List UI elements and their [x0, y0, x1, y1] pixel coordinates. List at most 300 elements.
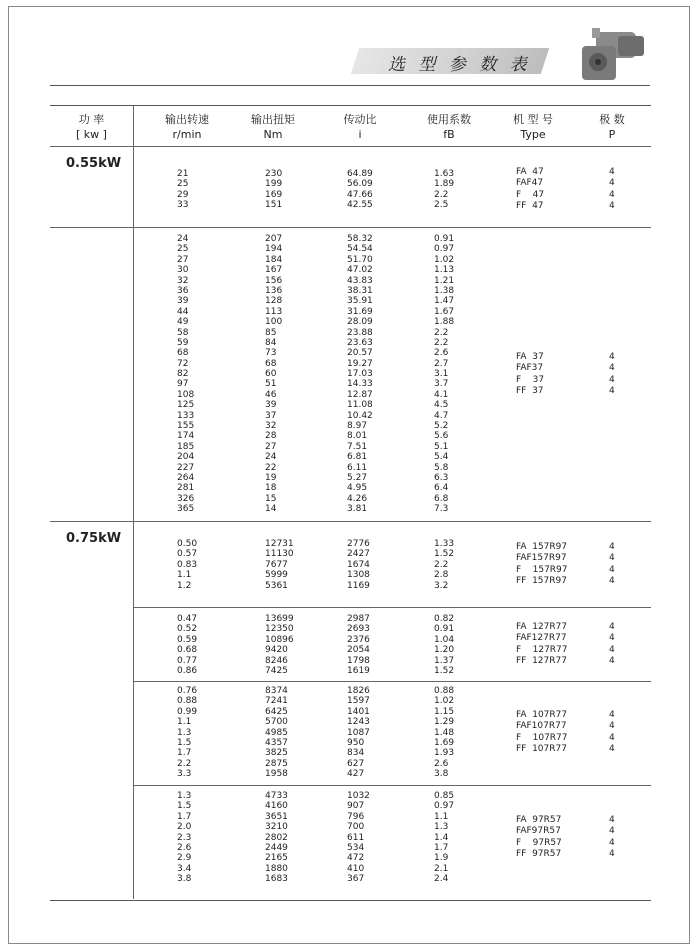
output-torque-cell: 151: [265, 200, 283, 211]
ratio-cell: 2776: [347, 539, 370, 549]
poles-cell: 4: [609, 200, 615, 211]
output-torque-cell: 3825: [265, 748, 288, 759]
header-en: fB: [443, 128, 455, 141]
ratio-cell: 5.27: [347, 472, 368, 483]
output-torque-cell: 8246: [265, 655, 288, 666]
ratio-cell: 2987: [347, 614, 370, 624]
service-factor-cell: 1.47: [434, 296, 455, 307]
output-speed-cell: 24: [177, 234, 189, 244]
service-factor-cell: 1.67: [434, 306, 455, 317]
output-speed-cell: 36: [177, 285, 189, 296]
service-factor-cell: 1.21: [434, 275, 455, 286]
service-factor-cell: 0.91: [434, 234, 455, 244]
service-factor-cell: 1.04: [434, 634, 455, 645]
output-torque-cell: 4733: [265, 791, 288, 801]
header-en: [ kw ]: [76, 128, 107, 141]
output-speed-cell: 3.3: [177, 769, 192, 780]
service-factor-cell: 1.20: [434, 645, 455, 656]
output-torque-cell: 167: [265, 265, 283, 276]
ratio-cell: 28.09: [347, 317, 373, 328]
output-speed-cell: 58: [177, 327, 189, 338]
output-speed-cell: 30: [177, 265, 189, 276]
output-torque-cell: 32: [265, 421, 277, 432]
output-speed-cell: 25: [177, 244, 189, 255]
service-factor-cell: 1.13: [434, 265, 455, 276]
service-factor-cell: 5.6: [434, 431, 449, 442]
ratio-cell: 14.33: [347, 379, 373, 390]
ratio-cell: 1674: [347, 559, 370, 570]
output-torque-cell: 60: [265, 369, 277, 380]
ratio-cell: 950: [347, 737, 365, 748]
type-column: [516, 542, 568, 587]
ratio-cell: 1826: [347, 686, 370, 696]
output-torque-cell: 27: [265, 441, 277, 452]
type-column: [516, 622, 568, 667]
ratio-cell: 3.81: [347, 504, 368, 515]
type-column: [516, 710, 568, 755]
ratio-cell: 2054: [347, 645, 370, 656]
output-speed-cell: 1.5: [177, 801, 192, 812]
service-factor-cell: 4.7: [434, 410, 449, 421]
service-factor-cell: 2.2: [434, 337, 449, 348]
output-torque-cell: 1683: [265, 874, 288, 885]
header-cn: 机 型 号: [513, 113, 553, 126]
service-factor-cell: 6.8: [434, 493, 449, 504]
service-factor-cell: 6.3: [434, 472, 449, 483]
power-label: 0.75kW: [66, 531, 122, 546]
service-factor-cell: 5.8: [434, 462, 449, 473]
poles-column: [609, 622, 615, 667]
ratio-cell: 4.95: [347, 483, 368, 494]
output-torque-cell: 7677: [265, 559, 288, 570]
type-cell: FA 107R77: [516, 710, 568, 720]
torque-column: [265, 234, 282, 515]
service-factor-cell: 3.8: [434, 769, 449, 780]
output-torque-cell: 2875: [265, 758, 288, 769]
poles-cell: 4: [609, 564, 615, 575]
type-column: [516, 815, 562, 860]
ratio-cell: 2693: [347, 624, 370, 635]
torque-column: [265, 539, 294, 591]
service-factor-cell: 1.89: [434, 179, 455, 190]
ratio-cell: 410: [347, 863, 365, 874]
header-cn: 功 率: [78, 113, 105, 126]
output-speed-cell: 2.2: [177, 758, 192, 769]
output-speed-cell: 21: [177, 169, 189, 179]
poles-cell: 4: [609, 633, 615, 644]
service-factor-cell: 2.5: [434, 200, 449, 211]
ratio-column: [347, 539, 370, 591]
speed-column: [177, 614, 197, 676]
poles-cell: 4: [609, 189, 615, 200]
output-torque-cell: 14: [265, 504, 277, 515]
poles-cell: 4: [609, 710, 615, 720]
output-speed-cell: 1.1: [177, 570, 192, 581]
page-title: 选 型 参 数 表: [388, 55, 531, 75]
output-torque-cell: 5361: [265, 580, 288, 591]
output-torque-cell: 12731: [265, 539, 294, 549]
output-speed-cell: 0.50: [177, 539, 198, 549]
ratio-cell: 834: [347, 748, 365, 759]
output-torque-cell: 113: [265, 306, 283, 317]
header-divider: [50, 146, 651, 147]
ratio-cell: 2376: [347, 634, 370, 645]
torque-column: [265, 614, 294, 676]
ratio-cell: 534: [347, 842, 365, 853]
service-factor-cell: 1.02: [434, 254, 455, 265]
output-torque-cell: 39: [265, 400, 277, 411]
output-torque-cell: 199: [265, 179, 283, 190]
output-torque-cell: 5999: [265, 570, 288, 581]
poles-column: [609, 815, 615, 860]
torque-column: [265, 791, 288, 885]
output-torque-cell: 84: [265, 337, 277, 348]
output-speed-cell: 227: [177, 462, 195, 473]
service-factor-cell: 5.2: [434, 421, 449, 432]
poles-column: [609, 710, 615, 755]
poles-column: [609, 352, 615, 397]
type-cell: FA 47: [516, 167, 544, 177]
output-torque-cell: 4160: [265, 801, 288, 812]
type-cell: FAF107R77: [516, 721, 567, 732]
service-factor-cell: 3.1: [434, 369, 449, 380]
poles-cell: 4: [609, 848, 615, 859]
ratio-cell: 8.97: [347, 421, 368, 432]
type-cell: FF 47: [516, 200, 544, 211]
output-torque-cell: 2165: [265, 853, 288, 864]
type-cell: FAF127R77: [516, 633, 567, 644]
header-en: Nm: [263, 128, 283, 141]
ratio-cell: 10.42: [347, 410, 373, 421]
output-torque-cell: 13699: [265, 614, 294, 624]
ratio-cell: 1619: [347, 665, 370, 676]
header-speed: [148, 112, 226, 142]
service-factor-cell: 1.02: [434, 696, 455, 707]
output-speed-cell: 1.2: [177, 580, 192, 591]
service-factor-cell: 1.9: [434, 853, 449, 864]
ratio-cell: 19.27: [347, 358, 373, 369]
ratio-cell: 31.69: [347, 306, 373, 317]
output-torque-cell: 12350: [265, 624, 294, 635]
header-cn: 传动比: [343, 113, 377, 126]
service-factor-cell: 0.82: [434, 614, 455, 624]
service-factor-cell: 3.7: [434, 379, 449, 390]
output-speed-cell: 108: [177, 389, 195, 400]
output-speed-cell: 39: [177, 296, 189, 307]
output-speed-cell: 155: [177, 421, 195, 432]
service-factor-cell: 2.6: [434, 348, 449, 359]
output-speed-cell: 0.68: [177, 645, 198, 656]
ratio-cell: 611: [347, 832, 365, 843]
type-cell: F 127R77: [516, 644, 568, 655]
poles-cell: 4: [609, 721, 615, 732]
speed-column: [177, 686, 197, 780]
poles-cell: 4: [609, 352, 615, 362]
ratio-cell: 1243: [347, 717, 370, 728]
ratio-cell: 7.51: [347, 441, 368, 452]
type-cell: FF 37: [516, 385, 544, 396]
group-divider: [133, 607, 651, 608]
poles-cell: 4: [609, 374, 615, 385]
output-speed-cell: 264: [177, 472, 195, 483]
output-speed-cell: 125: [177, 400, 195, 411]
header-cn: 使用系数: [427, 113, 471, 126]
output-speed-cell: 25: [177, 179, 189, 190]
output-speed-cell: 3.8: [177, 874, 192, 885]
poles-cell: 4: [609, 644, 615, 655]
ratio-cell: 23.88: [347, 327, 373, 338]
type-cell: FA 157R97: [516, 542, 568, 552]
ratio-column: [347, 169, 373, 211]
ratio-cell: 38.31: [347, 285, 373, 296]
output-speed-cell: 0.52: [177, 624, 198, 635]
service-factor-cell: 1.93: [434, 748, 455, 759]
output-torque-cell: 194: [265, 244, 283, 255]
output-torque-cell: 207: [265, 234, 283, 244]
output-speed-cell: 0.59: [177, 634, 198, 645]
poles-cell: 4: [609, 542, 615, 552]
header-power: [50, 112, 133, 142]
service-factor-cell: 1.38: [434, 285, 455, 296]
poles-cell: 4: [609, 575, 615, 586]
ratio-cell: 427: [347, 769, 365, 780]
service-factor-cell: 4.5: [434, 400, 449, 411]
output-torque-cell: 3651: [265, 811, 288, 822]
ratio-cell: 1597: [347, 696, 370, 707]
poles-cell: 4: [609, 815, 615, 825]
poles-column: [609, 167, 615, 212]
service-factor-cell: 1.52: [434, 665, 455, 676]
output-torque-cell: 15: [265, 493, 277, 504]
output-torque-cell: 3210: [265, 822, 288, 833]
output-torque-cell: 10896: [265, 634, 294, 645]
service-factor-cell: 1.1: [434, 811, 449, 822]
type-cell: FA 97R57: [516, 815, 562, 825]
type-cell: FAF157R97: [516, 553, 567, 564]
output-speed-cell: 44: [177, 306, 189, 317]
service-factor-cell: 2.6: [434, 758, 449, 769]
output-speed-cell: 27: [177, 254, 189, 265]
group-divider: [50, 521, 651, 522]
output-torque-cell: 1958: [265, 769, 288, 780]
fb-column: [434, 686, 454, 780]
type-cell: FF 157R97: [516, 575, 567, 586]
output-speed-cell: 49: [177, 317, 189, 328]
ratio-column: [347, 614, 370, 676]
ratio-cell: 42.55: [347, 200, 373, 211]
service-factor-cell: 1.48: [434, 727, 455, 738]
ratio-cell: 907: [347, 801, 365, 812]
output-torque-cell: 28: [265, 431, 277, 442]
speed-column: [177, 234, 194, 515]
output-torque-cell: 68: [265, 358, 277, 369]
poles-cell: 4: [609, 732, 615, 743]
ratio-cell: 627: [347, 758, 365, 769]
service-factor-cell: 7.3: [434, 504, 449, 515]
output-speed-cell: 0.76: [177, 686, 198, 696]
service-factor-cell: 2.4: [434, 874, 449, 885]
output-speed-cell: 33: [177, 200, 189, 211]
poles-cell: 4: [609, 622, 615, 632]
output-speed-cell: 68: [177, 348, 189, 359]
ratio-cell: 1087: [347, 727, 370, 738]
ratio-cell: 367: [347, 874, 365, 885]
group-divider: [133, 681, 651, 682]
ratio-cell: 35.91: [347, 296, 373, 307]
output-torque-cell: 7241: [265, 696, 288, 707]
service-factor-cell: 1.52: [434, 549, 455, 560]
output-torque-cell: 230: [265, 169, 283, 179]
type-column: [516, 167, 544, 212]
fb-column: [434, 614, 454, 676]
type-cell: FA 127R77: [516, 622, 568, 632]
poles-cell: 4: [609, 743, 615, 754]
output-torque-cell: 169: [265, 189, 283, 200]
output-speed-cell: 133: [177, 410, 195, 421]
output-torque-cell: 85: [265, 327, 277, 338]
service-factor-cell: 1.29: [434, 717, 455, 728]
ratio-cell: 4.26: [347, 493, 368, 504]
service-factor-cell: 5.1: [434, 441, 449, 452]
fb-column: [434, 791, 454, 885]
service-factor-cell: 1.4: [434, 832, 449, 843]
output-torque-cell: 5700: [265, 717, 288, 728]
header-torque: [238, 112, 308, 142]
service-factor-cell: 1.7: [434, 842, 449, 853]
output-torque-cell: 73: [265, 348, 277, 359]
service-factor-cell: 2.8: [434, 570, 449, 581]
speed-column: [177, 169, 188, 211]
fb-column: [434, 539, 454, 591]
type-cell: FF 97R57: [516, 848, 562, 859]
output-speed-cell: 0.86: [177, 665, 198, 676]
ratio-column: [347, 234, 373, 515]
ratio-cell: 20.57: [347, 348, 373, 359]
header-en: Type: [520, 128, 546, 141]
ratio-cell: 472: [347, 853, 365, 864]
ratio-cell: 796: [347, 811, 365, 822]
output-torque-cell: 184: [265, 254, 283, 265]
output-torque-cell: 7425: [265, 665, 288, 676]
service-factor-cell: 1.15: [434, 706, 455, 717]
ratio-cell: 58.32: [347, 234, 373, 244]
output-speed-cell: 1.5: [177, 737, 192, 748]
header-cn: 极 数: [599, 113, 625, 126]
header-en: P: [608, 128, 616, 141]
ratio-cell: 47.66: [347, 189, 373, 200]
output-torque-cell: 22: [265, 462, 277, 473]
output-torque-cell: 11130: [265, 549, 294, 560]
poles-cell: 4: [609, 553, 615, 564]
output-speed-cell: 0.88: [177, 696, 198, 707]
output-speed-cell: 82: [177, 369, 189, 380]
output-torque-cell: 51: [265, 379, 277, 390]
header-cn: 输出扭矩: [251, 113, 295, 126]
poles-cell: 4: [609, 837, 615, 848]
service-factor-cell: 2.2: [434, 189, 449, 200]
service-factor-cell: 1.88: [434, 317, 455, 328]
type-column: [516, 352, 544, 397]
type-cell: FF 107R77: [516, 743, 567, 754]
type-cell: FF 127R77: [516, 655, 567, 666]
type-cell: FAF37: [516, 363, 544, 374]
type-cell: F 97R57: [516, 837, 562, 848]
service-factor-cell: 1.33: [434, 539, 455, 549]
output-speed-cell: 1.3: [177, 791, 192, 801]
group-divider: [133, 785, 651, 786]
poles-cell: 4: [609, 826, 615, 837]
output-speed-cell: 32: [177, 275, 189, 286]
service-factor-cell: 2.7: [434, 358, 449, 369]
header-type: [498, 112, 568, 142]
output-speed-cell: 72: [177, 358, 189, 369]
output-speed-cell: 0.57: [177, 549, 198, 560]
poles-column: [609, 542, 615, 587]
output-speed-cell: 1.3: [177, 727, 192, 738]
poles-cell: 4: [609, 655, 615, 666]
output-speed-cell: 174: [177, 431, 195, 442]
header-en: i: [358, 128, 362, 141]
ratio-column: [347, 686, 370, 780]
service-factor-cell: 0.88: [434, 686, 455, 696]
ratio-cell: 1798: [347, 655, 370, 666]
output-speed-cell: 0.47: [177, 614, 198, 624]
header-poles: [580, 112, 644, 142]
ratio-cell: 6.81: [347, 452, 368, 463]
speed-column: [177, 791, 191, 885]
output-torque-cell: 8374: [265, 686, 288, 696]
type-cell: F 37: [516, 374, 545, 385]
type-cell: FAF97R57: [516, 826, 561, 837]
service-factor-cell: 1.3: [434, 822, 449, 833]
output-speed-cell: 326: [177, 493, 195, 504]
ratio-cell: 1401: [347, 706, 370, 717]
output-speed-cell: 0.99: [177, 706, 198, 717]
service-factor-cell: 2.2: [434, 327, 449, 338]
ratio-cell: 11.08: [347, 400, 373, 411]
service-factor-cell: 0.97: [434, 801, 455, 812]
output-torque-cell: 46: [265, 389, 277, 400]
output-speed-cell: 204: [177, 452, 195, 463]
output-speed-cell: 3.4: [177, 863, 192, 874]
ratio-column: [347, 791, 370, 885]
output-speed-cell: 0.83: [177, 559, 198, 570]
type-cell: F 157R97: [516, 564, 568, 575]
ratio-cell: 1308: [347, 570, 370, 581]
header-service-factor: [410, 112, 488, 142]
output-speed-cell: 1.7: [177, 748, 192, 759]
service-factor-cell: 0.97: [434, 244, 455, 255]
ratio-cell: 6.11: [347, 462, 368, 473]
output-speed-cell: 1.7: [177, 811, 192, 822]
speed-column: [177, 539, 197, 591]
output-speed-cell: 2.9: [177, 853, 192, 864]
service-factor-cell: 2.2: [434, 559, 449, 570]
service-factor-cell: 1.69: [434, 737, 455, 748]
header-cn: 输出转速: [165, 113, 209, 126]
service-factor-cell: 3.2: [434, 580, 449, 591]
ratio-cell: 56.09: [347, 179, 373, 190]
fb-column: [434, 169, 454, 211]
torque-column: [265, 169, 282, 211]
ratio-cell: 54.54: [347, 244, 373, 255]
service-factor-cell: 0.91: [434, 624, 455, 635]
output-torque-cell: 136: [265, 285, 283, 296]
output-torque-cell: 18: [265, 483, 277, 494]
poles-cell: 4: [609, 167, 615, 177]
output-speed-cell: 1.1: [177, 717, 192, 728]
output-torque-cell: 6425: [265, 706, 288, 717]
